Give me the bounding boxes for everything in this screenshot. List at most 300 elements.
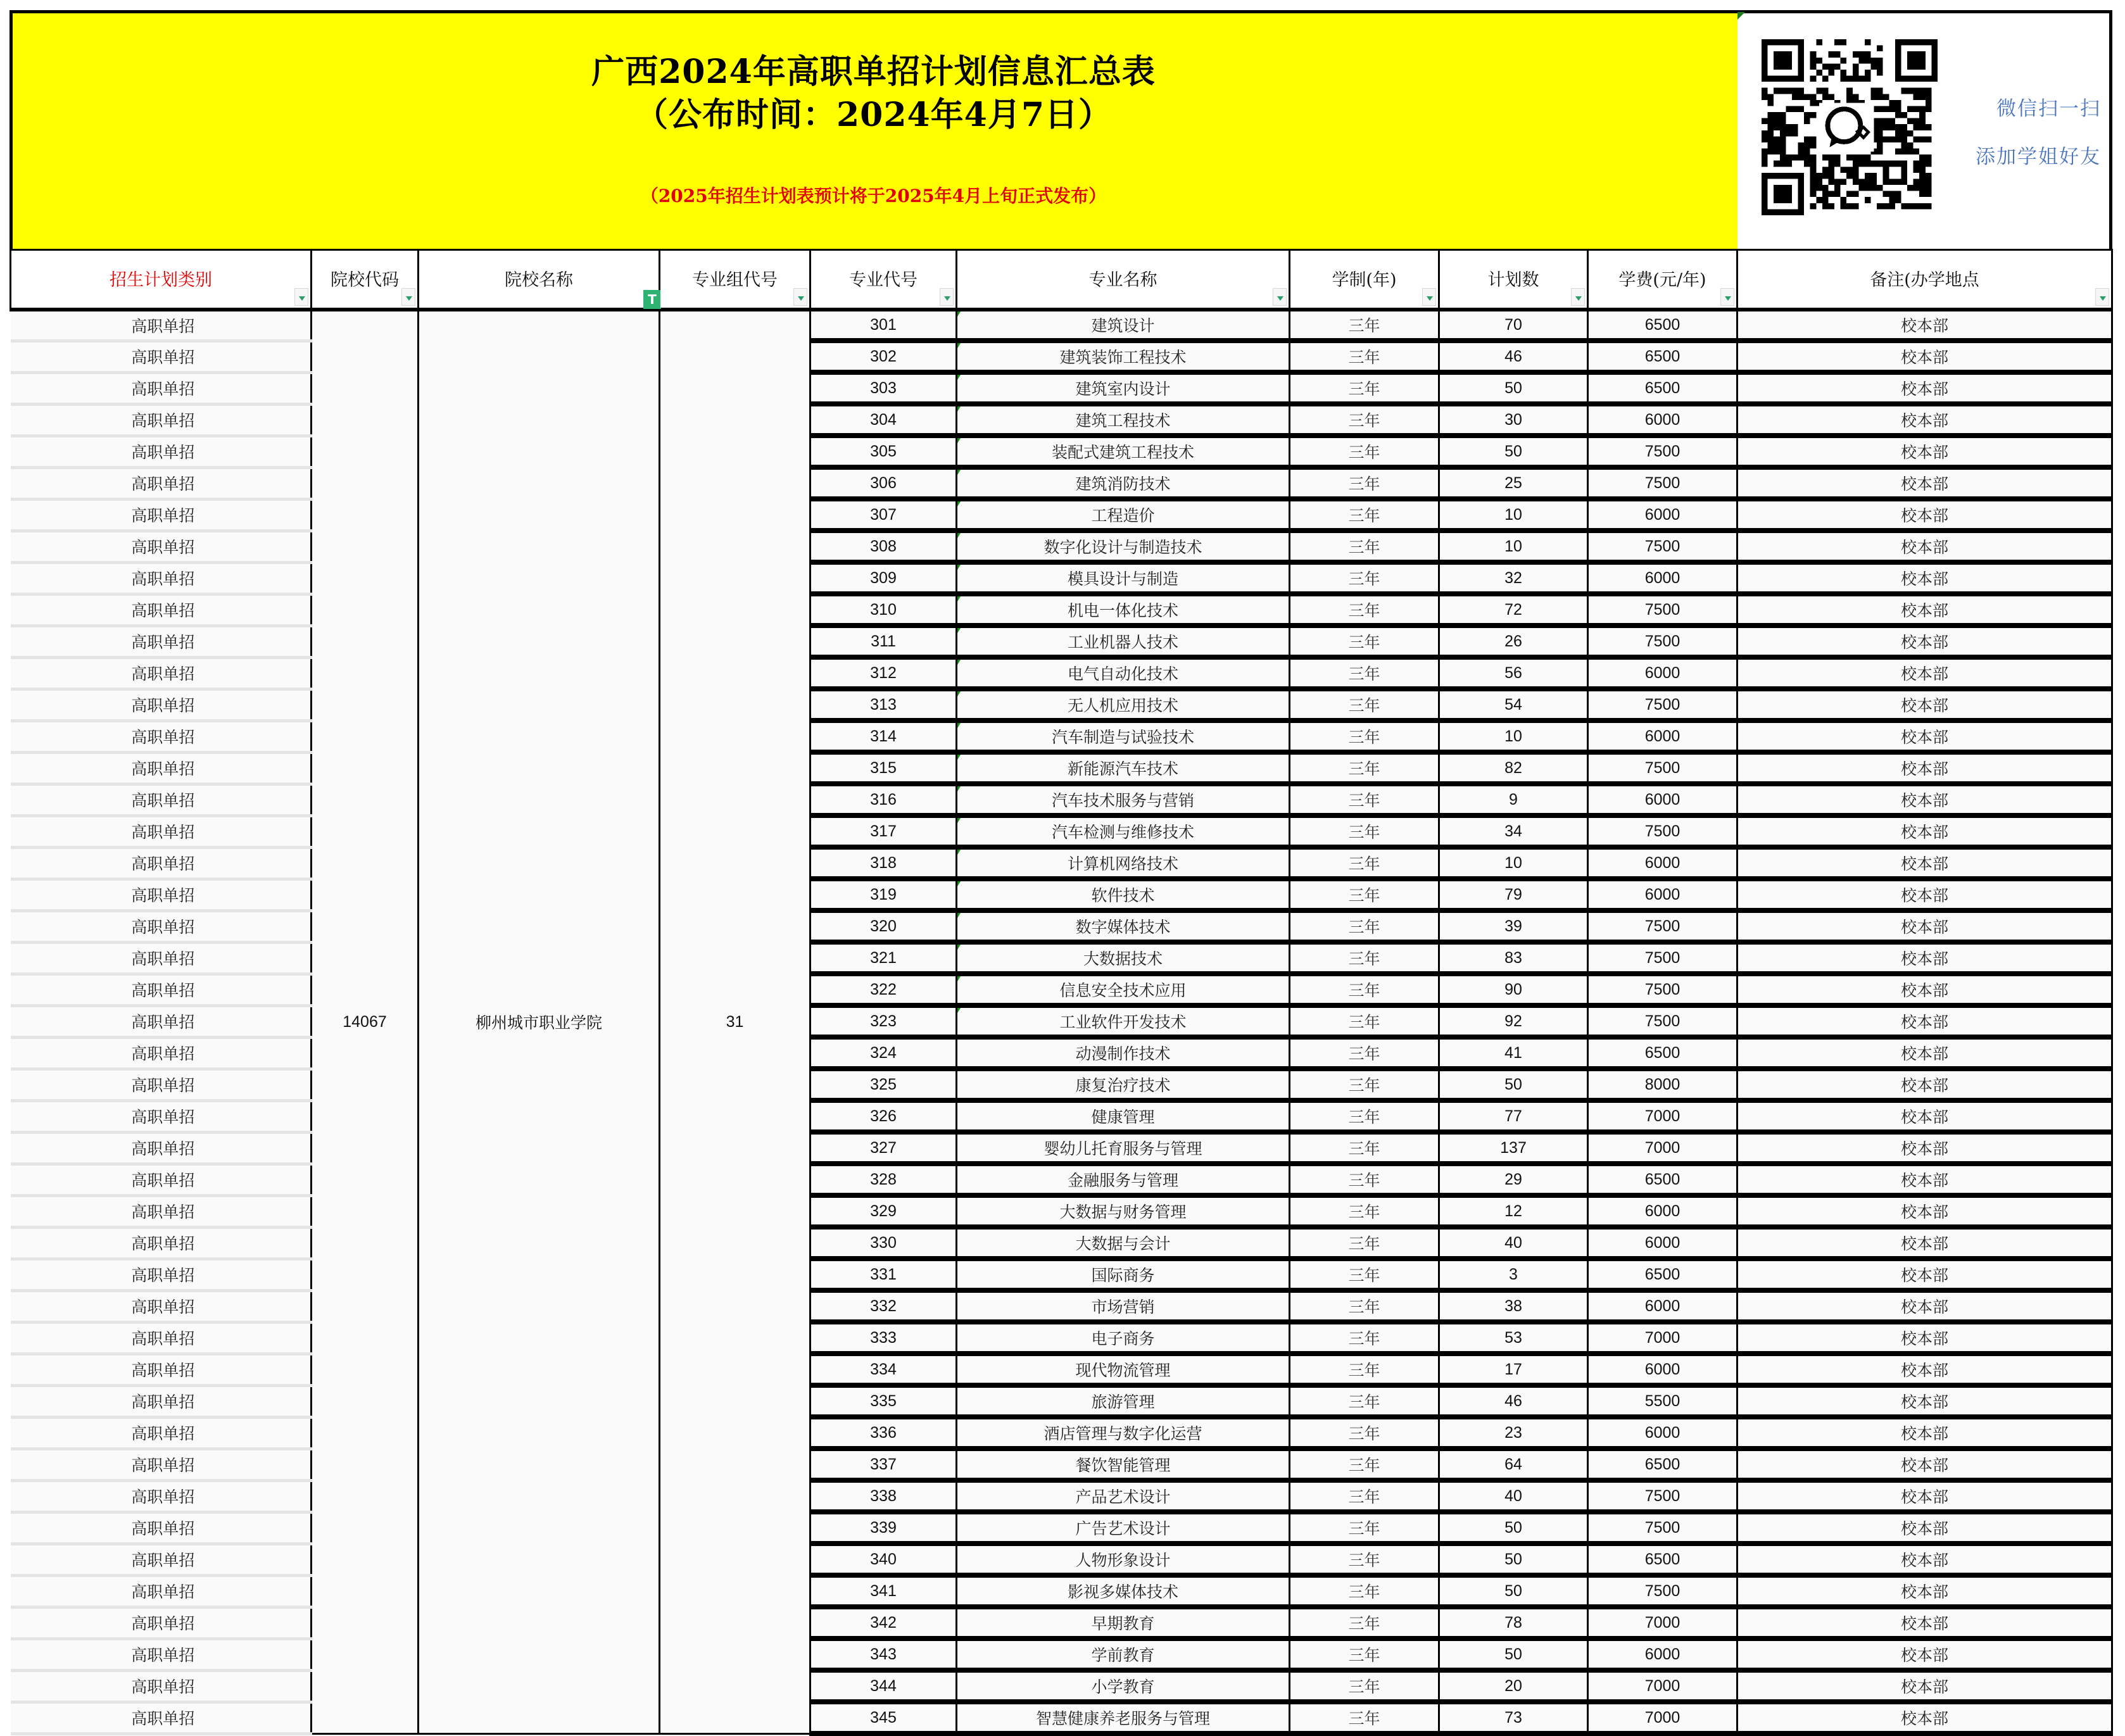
cell-major-code[interactable]: 322	[810, 974, 957, 1005]
cell-category[interactable]: 高职单招	[11, 847, 312, 879]
cell-category[interactable]: 高职单招	[11, 942, 312, 974]
cell-plan-count[interactable]: 73	[1439, 1702, 1588, 1733]
cell-major-name[interactable]	[957, 1607, 1290, 1639]
cell-plan-count[interactable]: 64	[1439, 1449, 1588, 1480]
cell-note[interactable]: 校本部	[1737, 562, 2112, 594]
cell-major-code[interactable]: 310	[810, 594, 957, 626]
cell-major-name[interactable]	[957, 1385, 1290, 1417]
cell-major-code[interactable]: 344	[810, 1670, 957, 1702]
cell-note[interactable]: 校本部	[1737, 657, 2112, 689]
cell-major-code[interactable]: 331	[810, 1259, 957, 1290]
cell-major-name[interactable]	[957, 1575, 1290, 1607]
cell-plan-count[interactable]: 83	[1439, 942, 1588, 974]
cell-category[interactable]: 高职单招	[11, 815, 312, 847]
cell-years[interactable]: 三年	[1290, 815, 1439, 847]
cell-category[interactable]: 高职单招	[11, 1322, 312, 1354]
cell-major-code[interactable]: 332	[810, 1290, 957, 1322]
cell-years[interactable]: 三年	[1290, 1037, 1439, 1069]
cell-note[interactable]: 校本部	[1737, 594, 2112, 626]
cell-years[interactable]: 三年	[1290, 1100, 1439, 1132]
cell-major-code[interactable]: 304	[810, 404, 957, 436]
cell-note[interactable]: 校本部	[1737, 372, 2112, 404]
cell-category[interactable]: 高职单招	[11, 1417, 312, 1449]
cell-category[interactable]: 高职单招	[11, 499, 312, 531]
cell-major-name[interactable]	[957, 1449, 1290, 1480]
filter-dropdown-icon[interactable]	[793, 288, 807, 306]
cell-years[interactable]: 三年	[1290, 1354, 1439, 1385]
cell-plan-count[interactable]: 77	[1439, 1100, 1588, 1132]
cell-note[interactable]: 校本部	[1737, 815, 2112, 847]
cell-category[interactable]: 高职单招	[11, 1005, 312, 1037]
cell-note[interactable]: 校本部	[1737, 626, 2112, 657]
cell-years[interactable]: 三年	[1290, 974, 1439, 1005]
cell-tuition[interactable]: 7500	[1588, 1512, 1737, 1544]
cell-years[interactable]: 三年	[1290, 1449, 1439, 1480]
cell-major-name[interactable]	[957, 910, 1290, 942]
filter-dropdown-icon[interactable]	[1273, 288, 1287, 306]
cell-category[interactable]: 高职单招	[11, 467, 312, 499]
cell-major-name[interactable]	[957, 626, 1290, 657]
cell-years[interactable]: 三年	[1290, 1227, 1439, 1259]
cell-major-name[interactable]	[957, 1639, 1290, 1670]
cell-note[interactable]: 校本部	[1737, 1290, 2112, 1322]
cell-tuition[interactable]: 7500	[1588, 689, 1737, 720]
cell-years[interactable]: 三年	[1290, 657, 1439, 689]
cell-major-name[interactable]	[957, 436, 1290, 467]
cell-note[interactable]: 校本部	[1737, 1259, 2112, 1290]
cell-tuition[interactable]: 6500	[1588, 341, 1737, 372]
cell-major-name[interactable]	[957, 531, 1290, 562]
cell-category[interactable]: 高职单招	[11, 562, 312, 594]
cell-category[interactable]: 高职单招	[11, 752, 312, 784]
cell-note[interactable]: 校本部	[1737, 1037, 2112, 1069]
cell-years[interactable]: 三年	[1290, 1639, 1439, 1670]
cell-note[interactable]: 校本部	[1737, 1449, 2112, 1480]
cell-school-code[interactable]: 14067	[312, 310, 419, 1733]
cell-category[interactable]: 高职单招	[11, 1639, 312, 1670]
cell-category[interactable]: 高职单招	[11, 1132, 312, 1164]
cell-note[interactable]: 校本部	[1737, 1607, 2112, 1639]
cell-plan-count[interactable]: 90	[1439, 974, 1588, 1005]
cell-years[interactable]: 三年	[1290, 1385, 1439, 1417]
cell-tuition[interactable]: 7000	[1588, 1132, 1737, 1164]
cell-plan-count[interactable]: 12	[1439, 1195, 1588, 1227]
cell-major-name[interactable]	[957, 1354, 1290, 1385]
cell-plan-count[interactable]: 32	[1439, 562, 1588, 594]
cell-note[interactable]: 校本部	[1737, 1385, 2112, 1417]
filter-dropdown-icon[interactable]	[1720, 288, 1734, 306]
cell-note[interactable]: 校本部	[1737, 974, 2112, 1005]
cell-plan-count[interactable]: 72	[1439, 594, 1588, 626]
cell-years[interactable]: 三年	[1290, 942, 1439, 974]
cell-major-name[interactable]	[957, 467, 1290, 499]
cell-category[interactable]: 高职单招	[11, 1702, 312, 1733]
cell-category[interactable]: 高职单招	[11, 1385, 312, 1417]
cell-major-code[interactable]: 324	[810, 1037, 957, 1069]
cell-note[interactable]: 校本部	[1737, 879, 2112, 910]
cell-category[interactable]: 高职单招	[11, 910, 312, 942]
cell-major-code[interactable]: 328	[810, 1164, 957, 1195]
cell-tuition[interactable]: 6000	[1588, 404, 1737, 436]
cell-major-code[interactable]: 323	[810, 1005, 957, 1037]
cell-category[interactable]: 高职单招	[11, 1670, 312, 1702]
cell-major-name[interactable]	[957, 594, 1290, 626]
cell-major-code[interactable]: 337	[810, 1449, 957, 1480]
cell-major-name[interactable]	[957, 1195, 1290, 1227]
cell-major-name[interactable]	[957, 562, 1290, 594]
cell-plan-count[interactable]: 17	[1439, 1354, 1588, 1385]
cell-major-name[interactable]	[957, 1227, 1290, 1259]
cell-major-name[interactable]	[957, 1544, 1290, 1575]
cell-tuition[interactable]: 6000	[1588, 879, 1737, 910]
cell-note[interactable]: 校本部	[1737, 942, 2112, 974]
cell-plan-count[interactable]: 38	[1439, 1290, 1588, 1322]
cell-category[interactable]: 高职单招	[11, 784, 312, 815]
cell-major-name[interactable]	[957, 341, 1290, 372]
cell-major-code[interactable]: 336	[810, 1417, 957, 1449]
cell-major-name[interactable]	[957, 974, 1290, 1005]
cell-years[interactable]: 三年	[1290, 752, 1439, 784]
cell-major-code[interactable]: 316	[810, 784, 957, 815]
cell-category[interactable]: 高职单招	[11, 1354, 312, 1385]
cell-major-code[interactable]: 301	[810, 310, 957, 341]
cell-tuition[interactable]: 5500	[1588, 1385, 1737, 1417]
cell-tuition[interactable]: 6000	[1588, 847, 1737, 879]
cell-category[interactable]: 高职单招	[11, 341, 312, 372]
cell-tuition[interactable]: 7500	[1588, 1575, 1737, 1607]
cell-years[interactable]: 三年	[1290, 879, 1439, 910]
cell-category[interactable]: 高职单招	[11, 1544, 312, 1575]
cell-major-name[interactable]	[957, 404, 1290, 436]
cell-tuition[interactable]: 7500	[1588, 594, 1737, 626]
cell-major-name[interactable]	[957, 1480, 1290, 1512]
filter-dropdown-icon[interactable]	[401, 288, 415, 306]
cell-years[interactable]: 三年	[1290, 720, 1439, 752]
cell-major-name[interactable]	[957, 815, 1290, 847]
cell-note[interactable]: 校本部	[1737, 1069, 2112, 1100]
cell-tuition[interactable]: 6000	[1588, 499, 1737, 531]
cell-plan-count[interactable]: 78	[1439, 1607, 1588, 1639]
cell-tuition[interactable]: 7000	[1588, 1607, 1737, 1639]
cell-note[interactable]: 校本部	[1737, 404, 2112, 436]
cell-tuition[interactable]: 7000	[1588, 1670, 1737, 1702]
cell-major-code[interactable]: 320	[810, 910, 957, 942]
cell-plan-count[interactable]: 40	[1439, 1480, 1588, 1512]
cell-years[interactable]: 三年	[1290, 1164, 1439, 1195]
cell-years[interactable]: 三年	[1290, 689, 1439, 720]
cell-note[interactable]: 校本部	[1737, 847, 2112, 879]
cell-category[interactable]: 高职单招	[11, 720, 312, 752]
cell-tuition[interactable]: 6000	[1588, 657, 1737, 689]
cell-major-name[interactable]	[957, 1164, 1290, 1195]
cell-note[interactable]: 校本部	[1737, 1639, 2112, 1670]
cell-major-code[interactable]: 333	[810, 1322, 957, 1354]
cell-plan-count[interactable]: 30	[1439, 404, 1588, 436]
cell-note[interactable]: 校本部	[1737, 1575, 2112, 1607]
cell-tuition[interactable]: 7500	[1588, 467, 1737, 499]
cell-plan-count[interactable]: 50	[1439, 1544, 1588, 1575]
cell-note[interactable]: 校本部	[1737, 1100, 2112, 1132]
cell-years[interactable]: 三年	[1290, 1417, 1439, 1449]
cell-tuition[interactable]: 6000	[1588, 784, 1737, 815]
cell-plan-count[interactable]: 82	[1439, 752, 1588, 784]
cell-years[interactable]: 三年	[1290, 1512, 1439, 1544]
cell-category[interactable]: 高职单招	[11, 436, 312, 467]
cell-major-code[interactable]: 307	[810, 499, 957, 531]
cell-major-name[interactable]	[957, 1005, 1290, 1037]
cell-plan-count[interactable]: 70	[1439, 310, 1588, 341]
cell-major-code[interactable]: 309	[810, 562, 957, 594]
cell-years[interactable]: 三年	[1290, 1670, 1439, 1702]
cell-note[interactable]: 校本部	[1737, 499, 2112, 531]
cell-plan-count[interactable]: 92	[1439, 1005, 1588, 1037]
cell-plan-count[interactable]: 79	[1439, 879, 1588, 910]
cell-note[interactable]: 校本部	[1737, 436, 2112, 467]
cell-category[interactable]: 高职单招	[11, 1069, 312, 1100]
cell-category[interactable]: 高职单招	[11, 1195, 312, 1227]
cell-note[interactable]: 校本部	[1737, 1417, 2112, 1449]
cell-note[interactable]: 校本部	[1737, 1164, 2112, 1195]
cell-category[interactable]: 高职单招	[11, 1480, 312, 1512]
cell-major-code[interactable]: 302	[810, 341, 957, 372]
cell-category[interactable]: 高职单招	[11, 404, 312, 436]
cell-category[interactable]: 高职单招	[11, 626, 312, 657]
cell-note[interactable]: 校本部	[1737, 784, 2112, 815]
cell-tuition[interactable]: 7500	[1588, 531, 1737, 562]
cell-plan-count[interactable]: 26	[1439, 626, 1588, 657]
cell-plan-count[interactable]: 10	[1439, 720, 1588, 752]
cell-major-code[interactable]: 315	[810, 752, 957, 784]
cell-plan-count[interactable]: 50	[1439, 1069, 1588, 1100]
cell-major-code[interactable]: 325	[810, 1069, 957, 1100]
cell-tuition[interactable]: 7500	[1588, 626, 1737, 657]
cell-years[interactable]: 三年	[1290, 626, 1439, 657]
cell-note[interactable]: 校本部	[1737, 1480, 2112, 1512]
cell-note[interactable]: 校本部	[1737, 720, 2112, 752]
cell-note[interactable]: 校本部	[1737, 910, 2112, 942]
cell-tuition[interactable]: 7500	[1588, 752, 1737, 784]
cell-years[interactable]: 三年	[1290, 310, 1439, 341]
cell-major-code[interactable]: 317	[810, 815, 957, 847]
cell-plan-count[interactable]: 10	[1439, 499, 1588, 531]
cell-tuition[interactable]: 8000	[1588, 1069, 1737, 1100]
cell-years[interactable]: 三年	[1290, 499, 1439, 531]
cell-major-code[interactable]: 335	[810, 1385, 957, 1417]
cell-major-name[interactable]	[957, 499, 1290, 531]
cell-major-name[interactable]	[957, 752, 1290, 784]
cell-years[interactable]: 三年	[1290, 1322, 1439, 1354]
cell-note[interactable]: 校本部	[1737, 341, 2112, 372]
cell-tuition[interactable]: 7500	[1588, 436, 1737, 467]
cell-plan-count[interactable]: 137	[1439, 1132, 1588, 1164]
cell-major-code[interactable]: 303	[810, 372, 957, 404]
cell-plan-count[interactable]: 10	[1439, 847, 1588, 879]
cell-years[interactable]: 三年	[1290, 436, 1439, 467]
cell-category[interactable]: 高职单招	[11, 1100, 312, 1132]
cell-tuition[interactable]: 6500	[1588, 1544, 1737, 1575]
cell-major-code[interactable]: 306	[810, 467, 957, 499]
cell-major-name[interactable]	[957, 1259, 1290, 1290]
cell-tuition[interactable]: 6000	[1588, 1195, 1737, 1227]
cell-category[interactable]: 高职单招	[11, 1512, 312, 1544]
cell-years[interactable]: 三年	[1290, 1480, 1439, 1512]
cell-category[interactable]: 高职单招	[11, 1290, 312, 1322]
filter-dropdown-icon[interactable]	[294, 288, 308, 306]
cell-major-code[interactable]: 305	[810, 436, 957, 467]
cell-category[interactable]: 高职单招	[11, 310, 312, 341]
cell-major-code[interactable]: 311	[810, 626, 957, 657]
cell-major-code[interactable]: 345	[810, 1702, 957, 1733]
cell-tuition[interactable]: 6500	[1588, 372, 1737, 404]
cell-years[interactable]: 三年	[1290, 1132, 1439, 1164]
cell-major-name[interactable]	[957, 1322, 1290, 1354]
cell-major-name[interactable]	[957, 879, 1290, 910]
cell-plan-count[interactable]: 53	[1439, 1322, 1588, 1354]
cell-major-name[interactable]	[957, 1100, 1290, 1132]
cell-plan-count[interactable]: 50	[1439, 1512, 1588, 1544]
cell-major-code[interactable]: 343	[810, 1639, 957, 1670]
cell-major-code[interactable]: 314	[810, 720, 957, 752]
cell-tuition[interactable]: 6000	[1588, 1639, 1737, 1670]
cell-note[interactable]: 校本部	[1737, 1670, 2112, 1702]
cell-major-code[interactable]: 329	[810, 1195, 957, 1227]
cell-plan-count[interactable]: 50	[1439, 436, 1588, 467]
cell-note[interactable]: 校本部	[1737, 1702, 2112, 1733]
cell-tuition[interactable]: 7500	[1588, 974, 1737, 1005]
cell-note[interactable]: 校本部	[1737, 310, 2112, 341]
cell-years[interactable]: 三年	[1290, 594, 1439, 626]
cell-major-name[interactable]	[957, 1069, 1290, 1100]
cell-major-code[interactable]: 308	[810, 531, 957, 562]
cell-category[interactable]: 高职单招	[11, 689, 312, 720]
cell-major-name[interactable]	[957, 1670, 1290, 1702]
cell-plan-count[interactable]: 54	[1439, 689, 1588, 720]
cell-major-code[interactable]: 339	[810, 1512, 957, 1544]
cell-plan-count[interactable]: 23	[1439, 1417, 1588, 1449]
cell-tuition[interactable]: 6000	[1588, 720, 1737, 752]
cell-years[interactable]: 三年	[1290, 1544, 1439, 1575]
cell-years[interactable]: 三年	[1290, 562, 1439, 594]
cell-category[interactable]: 高职单招	[11, 594, 312, 626]
cell-plan-count[interactable]: 46	[1439, 341, 1588, 372]
cell-major-code[interactable]: 326	[810, 1100, 957, 1132]
cell-tuition[interactable]: 6500	[1588, 310, 1737, 341]
cell-years[interactable]: 三年	[1290, 1607, 1439, 1639]
cell-major-name[interactable]	[957, 1132, 1290, 1164]
cell-major-name[interactable]	[957, 372, 1290, 404]
cell-plan-count[interactable]: 50	[1439, 1639, 1588, 1670]
cell-major-code[interactable]: 321	[810, 942, 957, 974]
cell-category[interactable]: 高职单招	[11, 531, 312, 562]
cell-plan-count[interactable]: 10	[1439, 531, 1588, 562]
cell-note[interactable]: 校本部	[1737, 531, 2112, 562]
cell-tuition[interactable]: 6000	[1588, 1417, 1737, 1449]
cell-major-code[interactable]: 319	[810, 879, 957, 910]
cell-tuition[interactable]: 7500	[1588, 1480, 1737, 1512]
cell-tuition[interactable]: 6500	[1588, 1037, 1737, 1069]
cell-major-name[interactable]	[957, 689, 1290, 720]
cell-tuition[interactable]: 6500	[1588, 1259, 1737, 1290]
cell-years[interactable]: 三年	[1290, 1195, 1439, 1227]
cell-years[interactable]: 三年	[1290, 1575, 1439, 1607]
cell-tuition[interactable]: 7500	[1588, 1005, 1737, 1037]
cell-years[interactable]: 三年	[1290, 372, 1439, 404]
cell-school-name[interactable]: 柳州城市职业学院	[419, 310, 660, 1733]
cell-plan-count[interactable]: 56	[1439, 657, 1588, 689]
cell-tuition[interactable]: 6500	[1588, 1449, 1737, 1480]
cell-tuition[interactable]: 6000	[1588, 1227, 1737, 1259]
cell-major-code[interactable]: 313	[810, 689, 957, 720]
filter-active-icon[interactable]: T	[643, 290, 661, 309]
cell-note[interactable]: 校本部	[1737, 689, 2112, 720]
cell-major-name[interactable]	[957, 1512, 1290, 1544]
cell-category[interactable]: 高职单招	[11, 1607, 312, 1639]
cell-years[interactable]: 三年	[1290, 1702, 1439, 1733]
cell-tuition[interactable]: 6000	[1588, 562, 1737, 594]
cell-tuition[interactable]: 7500	[1588, 910, 1737, 942]
cell-plan-count[interactable]: 34	[1439, 815, 1588, 847]
cell-note[interactable]: 校本部	[1737, 467, 2112, 499]
cell-major-code[interactable]: 330	[810, 1227, 957, 1259]
cell-category[interactable]: 高职单招	[11, 974, 312, 1005]
cell-major-name[interactable]	[957, 784, 1290, 815]
cell-plan-count[interactable]: 3	[1439, 1259, 1588, 1290]
cell-years[interactable]: 三年	[1290, 784, 1439, 815]
cell-note[interactable]: 校本部	[1737, 1005, 2112, 1037]
cell-years[interactable]: 三年	[1290, 1005, 1439, 1037]
cell-major-name[interactable]	[957, 1037, 1290, 1069]
cell-plan-count[interactable]: 25	[1439, 467, 1588, 499]
cell-note[interactable]: 校本部	[1737, 1227, 2112, 1259]
cell-major-code[interactable]: 312	[810, 657, 957, 689]
cell-major-code[interactable]: 342	[810, 1607, 957, 1639]
cell-years[interactable]: 三年	[1290, 1069, 1439, 1100]
cell-plan-count[interactable]: 39	[1439, 910, 1588, 942]
cell-category[interactable]: 高职单招	[11, 1259, 312, 1290]
cell-major-code[interactable]: 338	[810, 1480, 957, 1512]
filter-dropdown-icon[interactable]	[1571, 288, 1585, 306]
cell-years[interactable]: 三年	[1290, 341, 1439, 372]
cell-plan-count[interactable]: 40	[1439, 1227, 1588, 1259]
cell-category[interactable]: 高职单招	[11, 1164, 312, 1195]
cell-note[interactable]: 校本部	[1737, 1544, 2112, 1575]
cell-note[interactable]: 校本部	[1737, 1512, 2112, 1544]
cell-major-code[interactable]: 327	[810, 1132, 957, 1164]
cell-plan-count[interactable]: 41	[1439, 1037, 1588, 1069]
cell-category[interactable]: 高职单招	[11, 657, 312, 689]
cell-category[interactable]: 高职单招	[11, 372, 312, 404]
cell-major-name[interactable]	[957, 1290, 1290, 1322]
cell-note[interactable]: 校本部	[1737, 1354, 2112, 1385]
cell-major-code[interactable]: 341	[810, 1575, 957, 1607]
cell-major-name[interactable]	[957, 1417, 1290, 1449]
cell-note[interactable]: 校本部	[1737, 1195, 2112, 1227]
cell-plan-count[interactable]: 50	[1439, 372, 1588, 404]
cell-major-name[interactable]	[957, 1702, 1290, 1733]
cell-major-name[interactable]	[957, 942, 1290, 974]
cell-major-code[interactable]: 334	[810, 1354, 957, 1385]
cell-major-code[interactable]: 340	[810, 1544, 957, 1575]
cell-years[interactable]: 三年	[1290, 1259, 1439, 1290]
cell-category[interactable]: 高职单招	[11, 1037, 312, 1069]
filter-dropdown-icon[interactable]	[1422, 288, 1436, 306]
cell-category[interactable]: 高职单招	[11, 879, 312, 910]
cell-tuition[interactable]: 7000	[1588, 1322, 1737, 1354]
cell-tuition[interactable]: 6500	[1588, 1164, 1737, 1195]
cell-category[interactable]: 高职单招	[11, 1227, 312, 1259]
cell-plan-count[interactable]: 9	[1439, 784, 1588, 815]
cell-tuition[interactable]: 6000	[1588, 1290, 1737, 1322]
